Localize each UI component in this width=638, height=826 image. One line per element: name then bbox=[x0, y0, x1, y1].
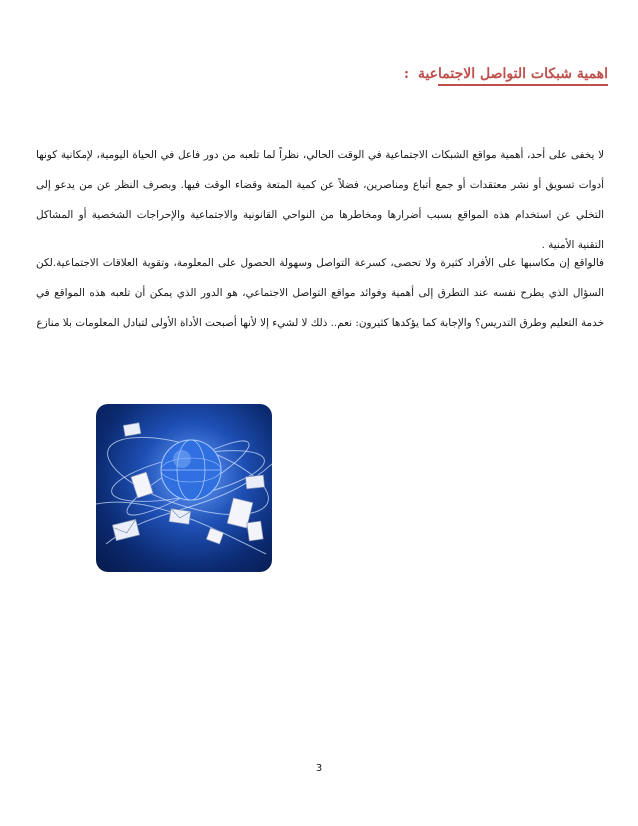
page-number: 3 bbox=[315, 763, 323, 774]
paragraph-1: لا يخفى على أحد، أهمية مواقع الشبكات الاجتماعية في الوقت الحالي، نظراً لما تلعبه من دور فاعل في الحياة اليومية، لإمكانية كونها أدوات تسويق أو نشر معتقدات أو جمع أتباع ومناصرين، فضلاً عن كمية المتعة وقضاء الوقت فيها. وبصرف النظر عن من يدعو إلى التخلي عن استخدام هذه المواقع بسبب أضرارها ومخاطرها من النواحي القانونية والاجتماعية والإحراجات الشخصية أو المشاكل التقنية الأمنية . bbox=[36, 149, 604, 251]
globe-icon bbox=[161, 440, 221, 500]
section-heading-text: اهمية شبكات التواصل الاجتماعية bbox=[417, 66, 608, 82]
network-illustration bbox=[96, 404, 272, 572]
network-illustration-graphic bbox=[96, 404, 272, 572]
paragraph-2: فالواقع إن مكاسبها على الأفراد كثيرة ولا تحصى، كسرعة التواصل وسهولة الحصول على المعلومة، وتقوية العلاقات الاجتماعية.لكن السؤال الذي يطرح نفسه عند التطرق إلى أهمية وفوائد مواقع التواصل الاجتماعي، هو الدور الذي يمكن أن تلعبه هذه المواقع في خدمة التعليم وطرق التدريس؟ والإجابة كما يؤكدها كثيرون: نعم.. ذلك لا لشيء إلا لأنها أصبحت الأداة الأولى لتبادل المعلومات بلا منازع bbox=[36, 257, 604, 329]
section-heading bbox=[403, 66, 608, 86]
section-heading-colon: : bbox=[403, 66, 410, 82]
